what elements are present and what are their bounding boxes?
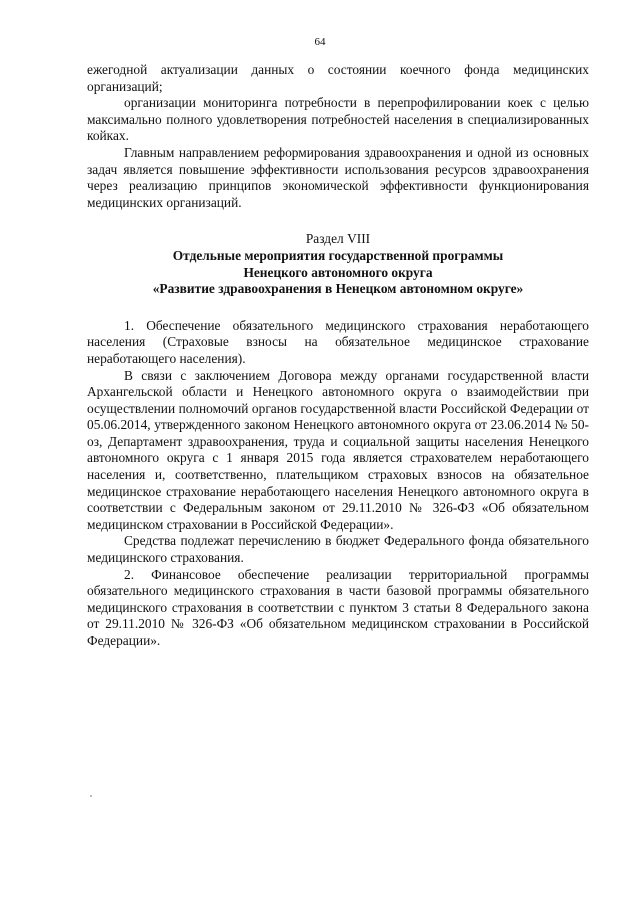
scan-dot [90,795,92,797]
paragraph-insurance-item-1: 1. Обеспечение обязательного медицинского страхования неработающего населения (Страховые взносы на обязательное медицинское страхование неработающего населения). [87,317,589,366]
page-number: 64 [314,36,326,48]
section-title-line-1: Отдельные мероприятия государственной программы [172,247,504,263]
section-title-line-2: Ненецкого автономного округа [243,264,433,280]
paragraph-agreement: В связи с заключением Договора между органами государственной власти Архангельской области и Ненецкого автономного округа о взаимодействии при осуществлении полномочий органов государственной власти Российской Федерации от 05.06.2014, утвержденного законом Ненецкого автономного округа от 23.06.2014 № 50-оз, Департамент здравоохранения, труда и социальной защиты населения Ненецкого автономного округа с 1 января 2015 года является страхователем неработающего населения и, соответственно, плательщиком страховых взносов на обязательное медицинское страхование неработающего населения Ненецкого автономного округа в соответствии с Федеральным законом от 29.11.2010 № 326-ФЗ «Об обязательном медицинском страховании в Российской Федерации». [87,367,589,532]
paragraph-insurance-item-2: 2. Финансовое обеспечение реализации территориальной программы обязательного медицинского страхования в части базовой программы обязательного медицинского страхования в соответствии с пунктом 3 статьи 8 Федерального закона от 29.11.2010 № 326-ФЗ «Об обязательном медицинском страховании в Российской Федерации». [87,566,589,648]
section-heading [87,231,589,297]
section-label: Раздел VIII [305,231,371,247]
paragraph-reform-direction: Главным направлением реформирования здравоохранения и одной из основных задач является повышение эффективности использования ресурсов здравоохранения через реализацию принципов экономической эффективности функционирования медицинских организаций. [87,144,589,210]
paragraph-funds-transfer: Средства подлежат перечислению в бюджет Федерального фонда обязательного медицинского страхования. [87,533,589,566]
document-body [87,62,589,650]
section-title-line-3: «Развитие здравоохранения в Ненецком автономном округе» [152,281,524,297]
paragraph-coverage-update: ежегодной актуализации данных о состоянии коечного фонда медицинских организаций; [87,62,589,94]
paragraph-monitoring: организации мониторинга потребности в перепрофилировании коек с целью максимально полного удовлетворения потребностей населения в специализированных койках. [87,95,589,144]
